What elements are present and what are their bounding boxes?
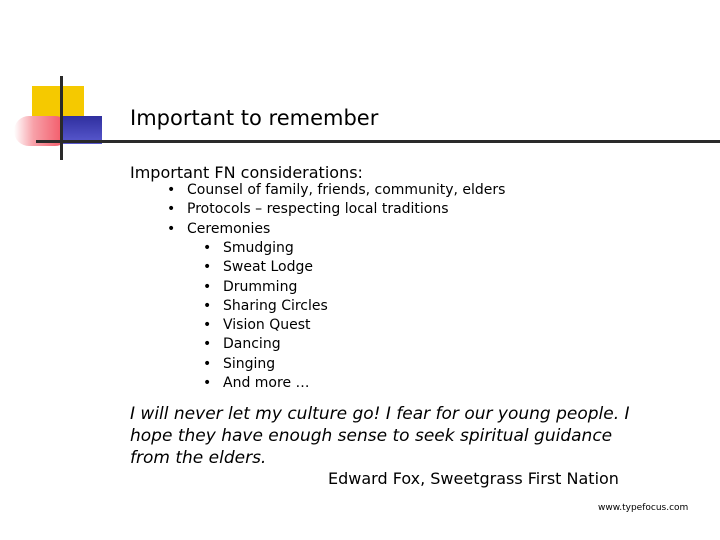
footer-url: www.typefocus.com <box>598 503 689 513</box>
list-item: • Vision Quest <box>223 316 328 335</box>
list-item: • Ceremonies <box>187 220 505 239</box>
section-heading: Important FN considerations: <box>130 163 363 182</box>
ceremonies-list <box>223 239 328 393</box>
list-item: • Sharing Circles <box>223 297 328 316</box>
list-item: • And more … <box>223 374 328 393</box>
decor-vertical-rule <box>60 76 63 160</box>
list-item: • Singing <box>223 355 328 374</box>
list-item: • Drumming <box>223 278 328 297</box>
quote-attribution: Edward Fox, Sweetgrass First Nation <box>328 469 619 488</box>
slide-title: Important to remember <box>130 106 379 130</box>
list-item: • Counsel of family, friends, community, elders <box>187 181 505 200</box>
list-item: • Smudging <box>223 239 328 258</box>
title-underline-rule <box>36 140 720 143</box>
list-item: • Dancing <box>223 335 328 354</box>
quote-text: I will never let my culture go! I fear for our young people. I hope they have enough sense to seek spiritual guidance from the elders. <box>130 404 630 468</box>
list-item: • Protocols – respecting local traditions <box>187 200 505 219</box>
considerations-list <box>187 181 505 239</box>
list-item: • Sweat Lodge <box>223 258 328 277</box>
